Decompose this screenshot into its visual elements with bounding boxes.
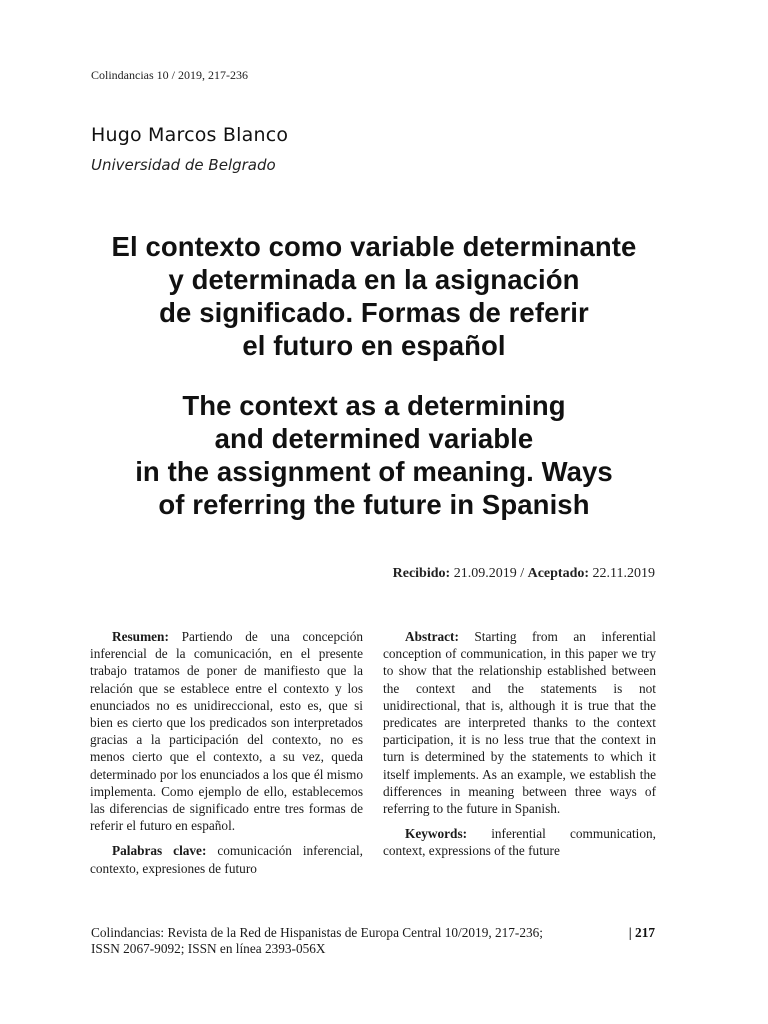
journal-reference: Colindancias 10 / 2019, 217-236 [91,68,248,82]
resumen-label: Resumen: [112,629,169,644]
title-es-line: el futuro en español [242,330,506,361]
accepted-label: Aceptado: [527,566,590,581]
keywords-es-text: comunicación inferencial, contexto, expresiones de futuro [90,843,364,876]
resumen-text: Partiendo de una concepción inferencial de la comunicación, en el presente trabajo tratamos de poner de manifiesto que la relación que se establece entre el contexto y los enunciados no es unidireccional, esto es, que si bien es cierto que los predicados son interpretados gracias a la participación del contexto, no es menos cierto que el contexto, a su vez, queda determinado por los enunciados a los que él mismo implementa. Como ejemplo de ello, establecemos las diferencias de significado entre tres formas de referir el futuro en español. [90,629,363,834]
received-date: 21.09.2019 [453,566,517,581]
footer-issn: ISSN 2067-9092; ISSN en línea 2393-056X [91,941,326,956]
title-en-line: of referring the future in Spanish [158,489,590,520]
author-name: Hugo Marcos Blanco [91,124,289,146]
abstract-spanish [90,628,363,877]
abstract-paragraph [383,628,656,817]
keywords-en-paragraph [383,825,656,859]
submission-dates [393,566,655,582]
page-number: | 217 [628,925,655,940]
received-label: Recibido: [392,566,451,581]
title-es-line: de significado. Formas de referir [159,297,589,328]
keywords-en-text: inferential communication, context, expressions of the future [383,826,656,859]
title-spanish [60,230,688,362]
keywords-es-paragraph [90,842,363,876]
title-en-line: The context as a determining [182,390,566,421]
author-affiliation: Universidad de Belgrado [91,156,276,174]
title-en-line: and determined variable [214,423,534,454]
resumen-paragraph [90,628,363,834]
title-es-line: y determinada en la asignación [168,264,580,295]
abstract-text: Starting from an inferential conception of communication, in this paper we try to show that the relationship established between the context and the statements is not unidirectional, that is, although it is true that the predicates are interpreted thanks to the context participation, it is no less true that the context in turn is determined by the statements to which it itself implements. As an example, we establish the differences in meaning between three ways of referring to the future in Spanish. [383,629,656,817]
abstract-english [383,628,656,860]
page-footer [91,925,657,957]
accepted-date: 22.11.2019 [592,566,655,581]
title-en-line: in the assignment of meaning. Ways [135,456,613,487]
title-es-line: El contexto como variable determinante [111,231,637,262]
abstract-label: Abstract: [405,629,459,644]
keywords-en-label: Keywords: [405,826,468,842]
title-english [60,389,688,521]
footer-citation: Colindancias: Revista de la Red de Hispanistas de Europa Central 10/2019, 217-236; [91,925,544,940]
keywords-es-label: Palabras clave: [112,843,207,859]
date-separator: / [520,566,525,581]
